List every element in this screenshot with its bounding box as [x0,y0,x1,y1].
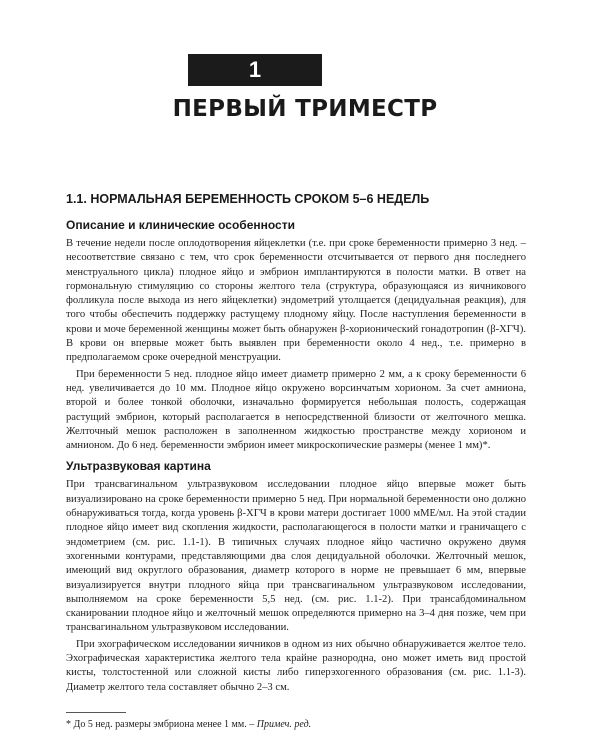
paragraph: При беременности 5 нед. плодное яйцо имеет диаметр примерно 2 мм, а к сроку беременности 6 нед. увеличивается до 10 мм. Плодное яйцо окружено ворсинчатым хорионом. За счет амниона, второй и более тонкой оболочки, изначально формируется небольшая полость, содержащая растущий эмбрион, который располагается в непосредственной близости от желточного мешка. Желточный мешок расположен в заполненном жидкостью пространстве между хорионом и амнионом. До 6 нед. беременности эмбрион имеет микроскопические размеры (менее 1 мм)*. [66,368,526,452]
section-heading: 1.1. НОРМАЛЬНАЯ БЕРЕМЕННОСТЬ СРОКОМ 5–6 НЕДЕЛЬ [66,192,430,206]
footnote-text: * До 5 нед. размеры эмбриона менее 1 мм. – [66,719,257,730]
subsection-heading-ultrasound: Ультразвуковая картина [66,459,211,474]
footnote-editor-note: Примеч. ред. [256,719,312,730]
footnote [66,718,526,731]
chapter-title: ПЕРВЫЙ ТРИМЕСТР [172,96,438,122]
paragraph: При трансвагинальном ультразвуковом исследовании плодное яйцо впервые может быть визуализировано на сроке беременности примерно 5 нед. При нормальной беременности оно должно обнаруживаться тогда, когда уровень β-ХГЧ в крови матери достигает 1000 мМЕ/мл. На этой стадии плодное яйцо имеет вид скопления жидкости, располагающегося в полости матки и граничащего с эндометрием (см. рис. 1.1-1). В типичных случаях плодное яйцо частично окружено двумя эхогенными контурами, представляющими два слоя децидуальной оболочки. Желточный мешок, имеющий вид округлого образования, диаметр которого в норме не превышает 6 мм, впервые визуализируется внутри плодного яйца при трансвагинальном ультразвуковом исследовании, выполняемом на сроке беременности 5,5 нед. (см. рис. 1.1-2). При трансабдоминальном сканировании плодное яйцо и желточный мешок определяются примерно на 3–4 дня позже, чем при трансвагинальном ультразвуковом исследовании. [66,479,526,634]
chapter-number: 1 [248,57,262,82]
subsection-heading-description: Описание и клинические особенности [66,218,295,232]
footnote-divider [66,712,126,713]
paragraph: При эхографическом исследовании яичников в одном из них обычно обнаруживается желтое тело. Эхографическая характеристика желтого тела крайне разнородна, оно может иметь вид простой кисты, толстостенной или сложной кисты либо гиперэхогенного образования (см. рис. 1.1-3). Диаметр желтого тела составляет обычно 2–3 см. [66,638,526,693]
section-body [66,192,526,695]
paragraph: В течение недели после оплодотворения яйцеклетки (т.е. при сроке беременности примерно 3 нед. – несоответствие связано с тем, что срок беременности отсчитывается от первого дня последнего менструального цикла) плодное яйцо и эмбрион имплантируются в полости матки. В ответ на гормональную стимуляцию со стороны желтого тела (структура, образующаяся из яичникового фолликула после выхода из него яйцеклетки) эндометрий утолщается (децидуальная реакция), для того чтобы обеспечить поддержку растущему плодному яйцу. После наступления беременности в крови и моче беременной женщины может быть обнаружен β-хорионический гонадотропин (β-ХГЧ). В крови он впервые может быть выявлен при беременности около 4 нед., т.е. примерно в предполагаемом сроке очередной менструации. [66,238,526,364]
